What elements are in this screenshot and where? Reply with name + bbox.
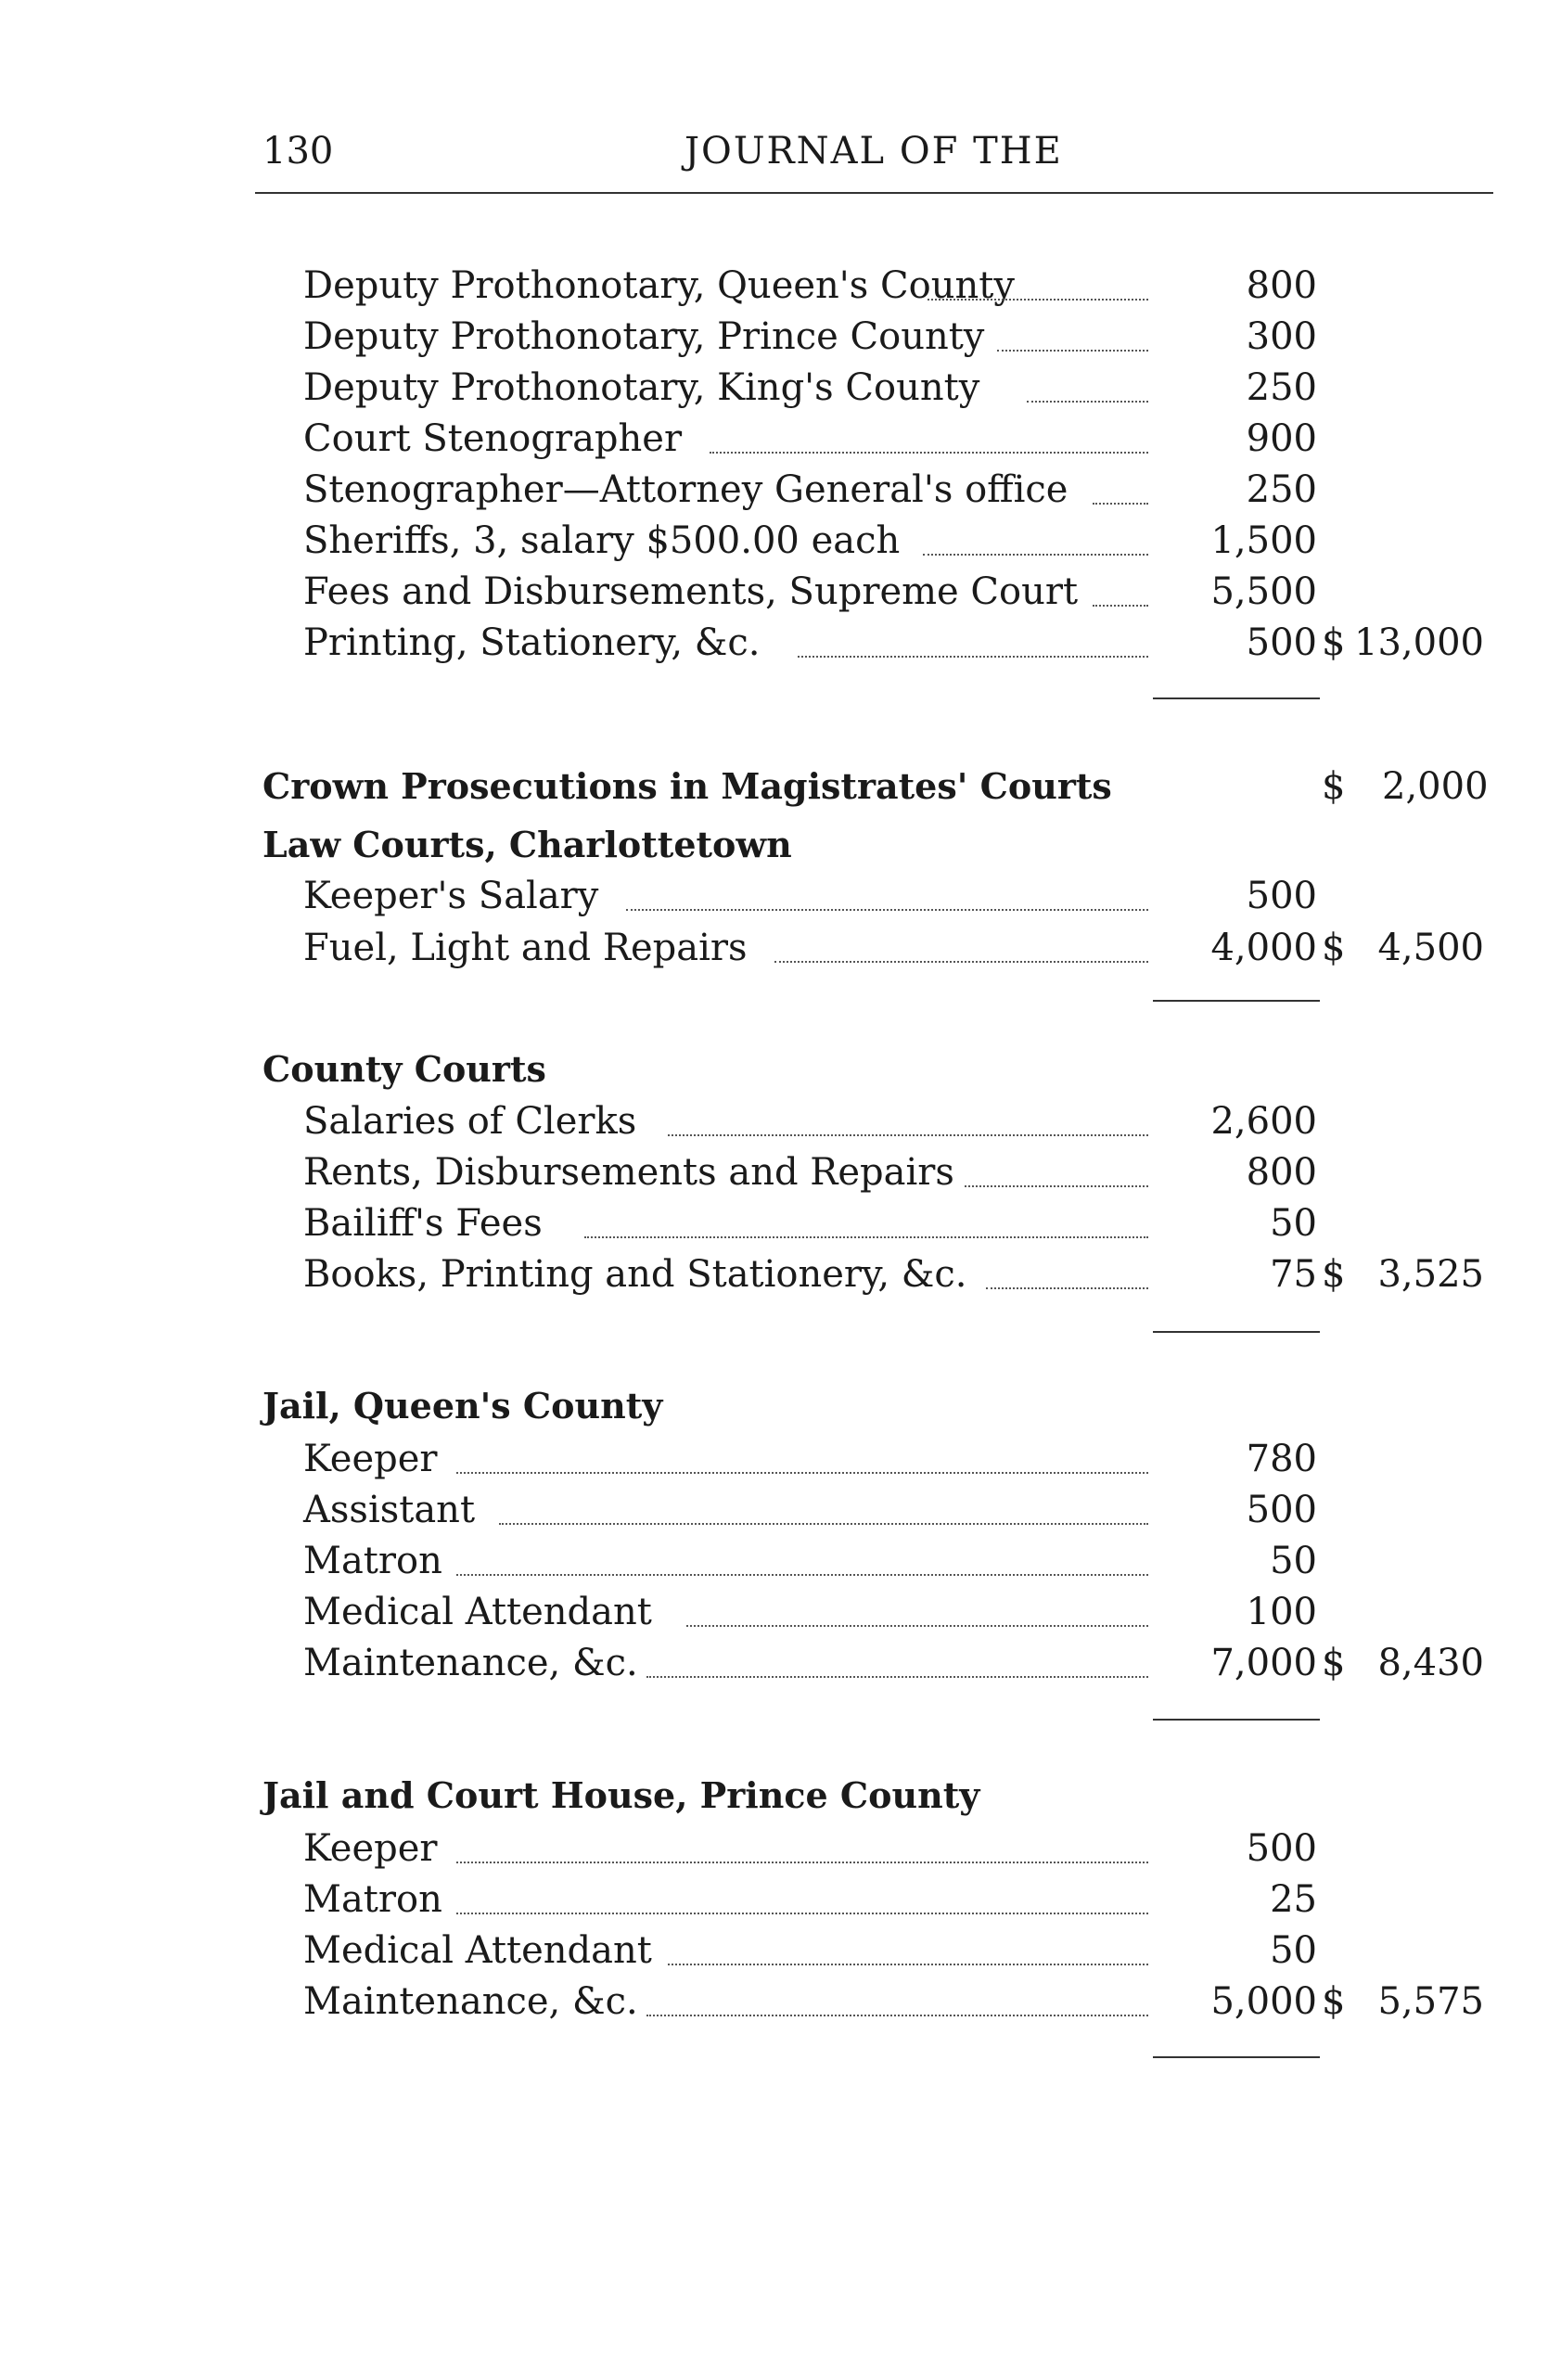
section-heading: Jail and Court House, Prince County <box>262 1774 980 1816</box>
section-total: 13,000 <box>1354 621 1484 664</box>
dot-leader <box>1027 401 1148 403</box>
dot-leader <box>686 1625 1148 1627</box>
item-label: Keeper <box>303 1827 438 1870</box>
ledger-row <box>0 262 1317 310</box>
item-amount: 500 <box>1246 875 1317 917</box>
dollar-sign: $ <box>1322 1980 1346 2023</box>
dot-leader <box>584 1236 1148 1238</box>
item-amount: 1,500 <box>1210 519 1317 562</box>
item-amount: 800 <box>1246 1151 1317 1194</box>
item-amount: 25 <box>1270 1878 1317 1921</box>
item-label: Salaries of Clerks <box>303 1100 637 1143</box>
ledger-row <box>0 415 1317 463</box>
section-heading: Crown Prosecutions in Magistrates' Courts <box>262 765 1112 807</box>
ledger-row <box>0 1875 1317 1924</box>
ledger-row <box>0 1097 1317 1145</box>
section-total: 8,430 <box>1377 1642 1484 1684</box>
item-label: Medical Attendant <box>303 1929 652 1972</box>
dot-leader <box>499 1523 1148 1525</box>
section-heading: Law Courts, Charlottetown <box>262 824 792 865</box>
item-label: Rents, Disbursements and Repairs <box>303 1151 954 1194</box>
ledger-row-total <box>0 1639 1484 1687</box>
item-label: Stenographer—Attorney General's office <box>303 468 1068 511</box>
item-amount: 50 <box>1270 1929 1317 1972</box>
dot-leader <box>997 350 1148 352</box>
dollar-sign: $ <box>1322 765 1346 808</box>
section-rule <box>1153 1719 1320 1721</box>
ledger-row <box>0 1199 1317 1248</box>
dot-leader <box>456 1574 1148 1576</box>
item-amount: 800 <box>1246 264 1317 307</box>
section-heading: County Courts <box>262 1048 546 1090</box>
dollar-sign: $ <box>1322 621 1346 664</box>
ledger-row <box>0 364 1317 412</box>
ledger-row <box>0 313 1317 361</box>
ledger-row <box>0 1148 1317 1196</box>
item-amount: 250 <box>1246 366 1317 409</box>
section-total: 5,575 <box>1377 1980 1484 2023</box>
item-label: Bailiff's Fees <box>303 1202 543 1245</box>
dot-leader <box>646 1676 1148 1678</box>
item-amount: 300 <box>1246 315 1317 358</box>
ledger-row-total <box>0 924 1484 972</box>
item-amount: 7,000 <box>1210 1642 1317 1684</box>
item-label: Maintenance, &c. <box>303 1642 638 1684</box>
item-label: Keeper <box>303 1438 438 1480</box>
section-heading: Jail, Queen's County <box>262 1385 663 1427</box>
item-label: Matron <box>303 1540 442 1582</box>
item-label: Books, Printing and Stationery, &c. <box>303 1253 967 1296</box>
item-amount: 500 <box>1246 621 1317 664</box>
section-rule <box>1153 697 1320 699</box>
section-rule <box>1153 1331 1320 1333</box>
ledger-row <box>0 517 1317 565</box>
ledger-row-total <box>0 619 1484 667</box>
item-label: Deputy Prothonotary, Queen's County <box>303 264 1015 307</box>
section-total: 4,500 <box>1377 927 1484 969</box>
dot-leader <box>456 1913 1148 1914</box>
dot-leader <box>774 961 1148 963</box>
item-amount: 5,500 <box>1210 570 1317 613</box>
item-amount: 4,000 <box>1210 927 1317 969</box>
ledger-row-total <box>0 1250 1484 1299</box>
item-label: Deputy Prothonotary, King's County <box>303 366 980 409</box>
page-number: 130 <box>262 130 334 173</box>
item-amount: 100 <box>1246 1591 1317 1633</box>
item-label: Fuel, Light and Repairs <box>303 927 748 969</box>
ledger-row <box>0 466 1317 514</box>
ledger-row <box>0 1435 1317 1483</box>
item-amount: 250 <box>1246 468 1317 511</box>
item-label: Deputy Prothonotary, Prince County <box>303 315 985 358</box>
dot-leader <box>668 1964 1148 1965</box>
ledger-row <box>0 1588 1317 1636</box>
header-rule <box>255 192 1493 194</box>
dot-leader <box>965 1185 1148 1187</box>
item-label: Maintenance, &c. <box>303 1980 638 2023</box>
dot-leader <box>798 656 1148 658</box>
dot-leader <box>626 909 1148 911</box>
ledger-row <box>0 1926 1317 1975</box>
item-amount: 900 <box>1246 417 1317 460</box>
dot-leader <box>986 1287 1148 1289</box>
ledger-row <box>0 872 1317 920</box>
dot-leader <box>456 1472 1148 1474</box>
item-amount: 780 <box>1246 1438 1317 1480</box>
item-label: Court Stenographer <box>303 417 683 460</box>
item-label: Matron <box>303 1878 442 1921</box>
dollar-sign: $ <box>1322 1642 1346 1684</box>
dollar-sign: $ <box>1322 1253 1346 1296</box>
item-amount: 75 <box>1270 1253 1317 1296</box>
section-rule <box>1153 2056 1320 2058</box>
item-amount: 50 <box>1270 1540 1317 1582</box>
ledger-row <box>0 1537 1317 1585</box>
item-amount: 500 <box>1246 1489 1317 1531</box>
item-amount: 2,600 <box>1210 1100 1317 1143</box>
ledger-row <box>0 1824 1317 1873</box>
item-label: Sheriffs, 3, salary $500.00 each <box>303 519 901 562</box>
dot-leader <box>456 1862 1148 1863</box>
page-header <box>262 130 1491 186</box>
dot-leader <box>646 2015 1148 2016</box>
running-head: JOURNAL OF THE <box>685 130 1063 173</box>
ledger-row <box>0 1486 1317 1534</box>
item-amount: 50 <box>1270 1202 1317 1245</box>
dot-leader <box>923 554 1148 556</box>
item-amount: 500 <box>1246 1827 1317 1870</box>
item-amount: 5,000 <box>1210 1980 1317 2023</box>
item-label: Assistant <box>303 1489 476 1531</box>
section-total: 2,000 <box>1382 765 1489 808</box>
item-label: Fees and Disbursements, Supreme Court <box>303 570 1079 613</box>
dot-leader <box>710 452 1148 454</box>
item-label: Keeper's Salary <box>303 875 599 917</box>
ledger-row <box>0 568 1317 616</box>
section-total: 3,525 <box>1377 1253 1484 1296</box>
dot-leader <box>1093 503 1148 505</box>
item-label: Printing, Stationery, &c. <box>303 621 761 664</box>
dot-leader <box>668 1134 1148 1136</box>
dot-leader <box>1093 605 1148 607</box>
dollar-sign: $ <box>1322 927 1346 969</box>
dot-leader <box>928 299 1148 301</box>
item-label: Medical Attendant <box>303 1591 652 1633</box>
section-rule <box>1153 1000 1320 1002</box>
ledger-row-total <box>0 1977 1484 2026</box>
